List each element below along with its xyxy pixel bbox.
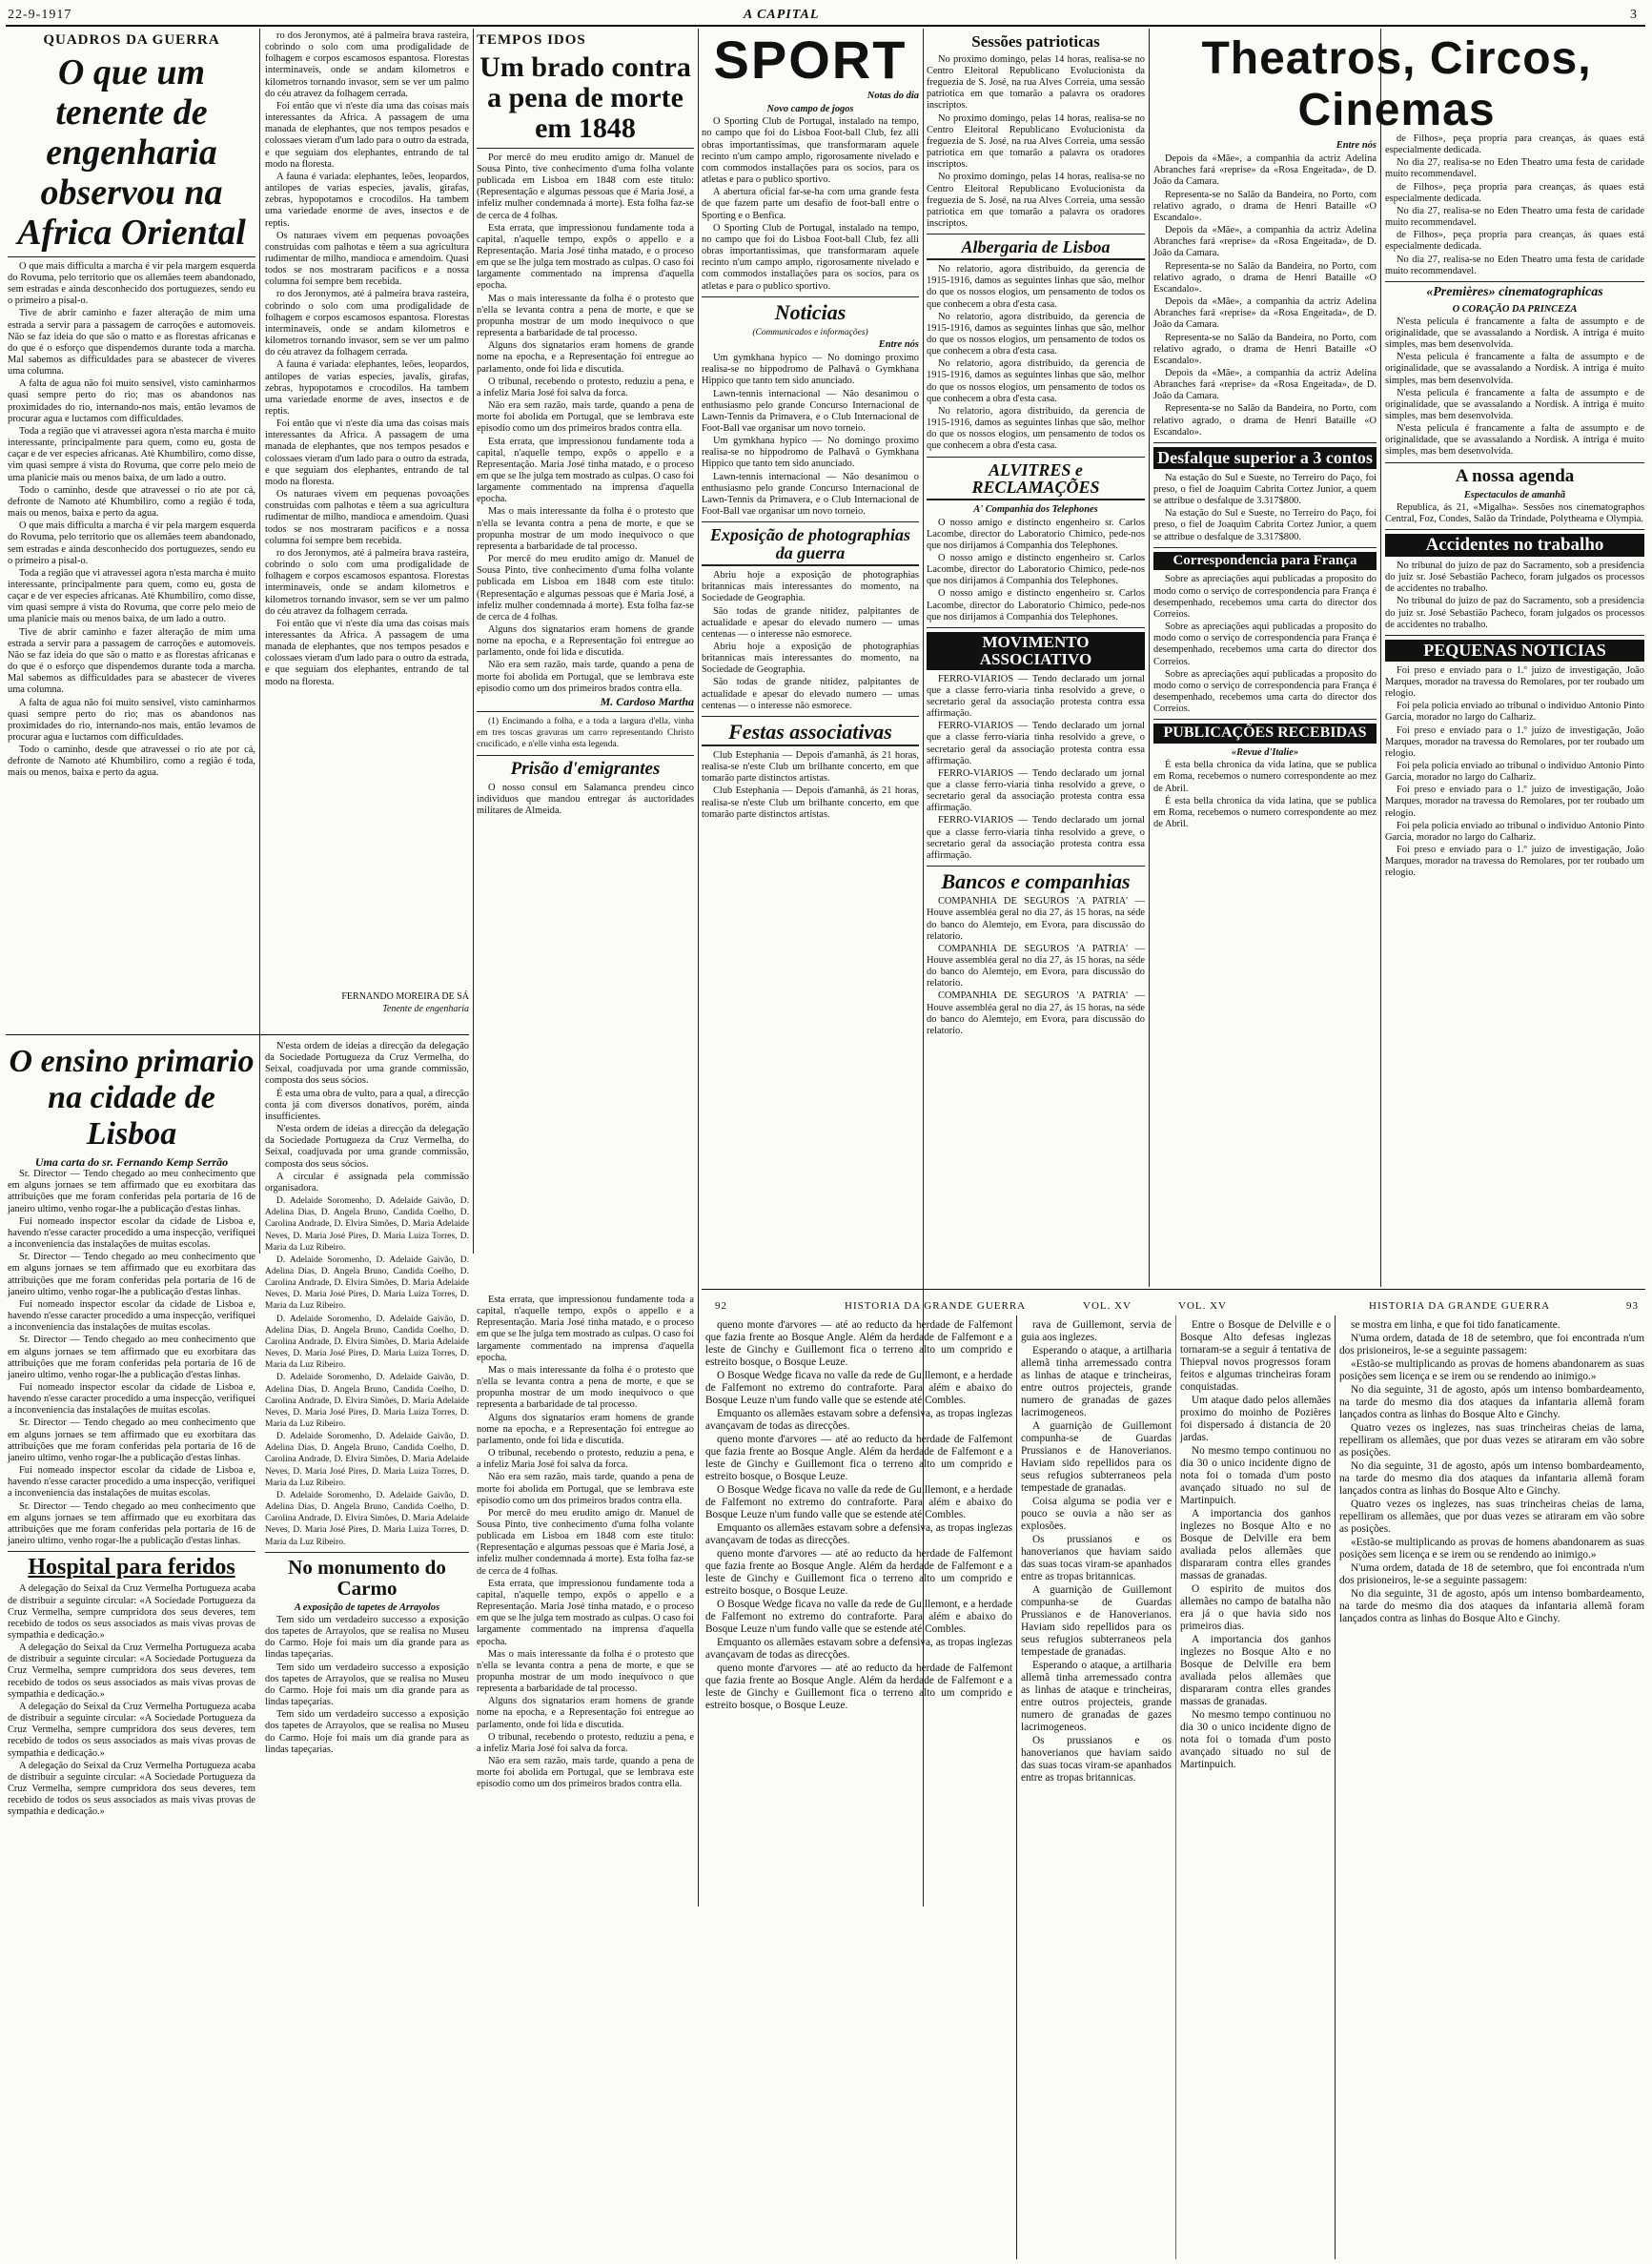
names-list: D. Adelaide Soromenho, D. Adelaide Gaivão, D. Adelina Dias, D. Angela Bruno, Candida Coelho, D. Carolina Andrade, D. Elvira Simões, D. Maria Adelaide Neves, D. Maria José Pires, D. Maria Luiza Torres, D. Maria da Luz Ribeiro.: [265, 1373, 469, 1429]
book-column: [1021, 1319, 1172, 2258]
paragraph: A abertura oficial far-se-ha com uma grande festa de que fazem parte um desafio de foot-ball entre o Sporting e o Benfica.: [702, 187, 919, 221]
paragraph: Foi pela policia enviado ao tribunal o individuo Antonio Pinto Garcia, morador no largo do Calhariz.: [1385, 820, 1644, 843]
column-rule: [1335, 1316, 1336, 2259]
book-column: [705, 1319, 1012, 2258]
book-page-left: 92: [715, 1300, 727, 1312]
paragraph: N'uma ordem, datada de 18 de setembro, que foi encontrada n'um dos prisioneiros, le-se a seguinte passagem:: [1339, 1333, 1644, 1356]
paragraph: Todo o caminho, desde que atravessei o rio ate por cá, defronte de Namoto até Khumbiliro, como a região é toda, mais ou menos, baixa e perto da agua.: [8, 484, 255, 520]
section-right: [1385, 133, 1644, 1287]
paragraph: Depois da «Mãe», a companhia da actriz Adelina Abranches fará «reprise» da «Rosa Engeitada», de D. João da Camara.: [1153, 367, 1377, 402]
paragraph: A delegação do Seixal da Cruz Vermelha Portugueza acaba de distribuir a seguinte circular: «A Sociedade Portugueza da Cruz Vermelha, sempre cumpridora dos seus deveres, tem recebido de todos os seus associados as mais vivas provas de sympathia e dedicação.»: [8, 1701, 255, 1759]
paragraph: queno monte d'arvores — até ao reducto da herdade de Falfemont que fazia frente ao Bosque Angle. Além da herdade de Falfemont e a leste de Ginchy e Guillemont fica o terreno alto um comprido e estreito bosque, o Bosque Leuze.: [705, 1662, 1012, 1711]
paragraph: Foi então que vi n'este dia uma das coisas mais interessantes da Africa. A passagem de uma manada de elephantes, que nos tempos pesados e colossaes vieram d'um lado para o outro da estrada, e que seguiam dos elephantes, entrando de tal modo na floresta.: [265, 618, 469, 687]
paragraph: COMPANHIA DE SEGUROS 'A PATRIA' — Houve assembléa geral no dia 27, ás 15 horas, na séde do banco do Alemtejo, em Evora, para discussão do relatorio.: [927, 896, 1145, 942]
paragraph: N'uma ordem, datada de 18 de setembro, que foi encontrada n'um dos prisioneiros, le-se a seguinte passagem:: [1339, 1562, 1644, 1586]
paragraph: Club Estephania — Depois d'amanhã, ás 21 horas, realisa-se n'este Club um brilhante concerto, em que tomarão parte distinctos artistas.: [702, 785, 919, 820]
section-title: No monumento do Carmo: [288, 1555, 446, 1600]
paragraph: Foi preso e enviado para o 1.º juizo de investigação, João Marques, morador na travessa do Remolares, por ter roubado um relogio.: [1385, 664, 1644, 700]
paragraph: rava de Guillemont, servia de guia aos inglezes.: [1021, 1319, 1172, 1343]
paragraph: O Sporting Club de Portugal, instalado na tempo, no campo que foi do Lisboa Foot-ball Club, fez alli obras importantissimas, que transformaram aquele recinto n'um campo amplo, rigorosamente nivelado e com commodos installações para os socios, para os atletas e para o publico sportivo.: [702, 116, 919, 186]
paragraph: No relatorio, agora distribuido, da gerencia de 1915-1916, damos as seguintes linhas que são, melhor do que os nossos elogios, um pensamento de todos os que conhecem a obra d'esta casa.: [927, 264, 1145, 310]
paragraph: Não era sem razão, mais tarde, quando a pena de morte foi abolida em Portugal, que se lembrava este episodio como um dos primeiros brados contra ella.: [477, 1756, 694, 1790]
divider: [927, 457, 1145, 458]
section-title: ALVITRES e RECLAMAÇÕES: [927, 461, 1145, 501]
paragraph: N'esta ordem de ideias a direcção da delegação da Sociedade Portugueza da Cruz Vermelha, do Seixal, coadjuvada por uma grande commissão, composta dos seus sócios.: [265, 1041, 469, 1087]
paragraph: Foi pela policia enviado ao tribunal o individuo Antonio Pinto Garcia, morador no largo do Calhariz.: [1385, 701, 1644, 724]
paragraph: Sr. Director — Tendo chegado ao meu conhecimento que em alguns jornaes se tem affirmado que eu exorbitara das attribuições que me foram conferidas pela portaria de 16 de janeiro ultimo, venho rogar-lhe a publicação d'estas linhas.: [8, 1418, 255, 1463]
names-list: D. Adelaide Soromenho, D. Adelaide Gaivão, D. Adelina Dias, D. Angela Bruno, Candida Coelho, D. Carolina Andrade, D. Elvira Simões, D. Maria Adelaide Neves, D. Maria José Pires, D. Maria Luiza Torres, D. Maria da Luz Ribeiro.: [265, 1314, 469, 1371]
paragraph: O espirito de muitos dos allemães no campo de batalha não era já o que havia sido nos primeiros dias.: [1180, 1583, 1331, 1632]
paragraph: Esperando o ataque, a artilharia allemã tinha arremessado contra as linhas de ataque e trincheiras, entre outros projecteis, grande numero de granadas de gazes lacrimogeneos.: [1021, 1660, 1172, 1733]
paragraph: O nosso amigo e distincto engenheiro sr. Carlos Lacombe, director do Laboratorio Chimico, pede-nos que nos dirijamos á Companhia dos Telephones.: [927, 588, 1145, 622]
paragraph: É esta uma obra de vulto, para a qual, a direcção conta já com diversos donativos, porém, ainda insufficientes.: [265, 1088, 469, 1122]
subheading: A exposição de tapetes de Arrayolos: [294, 1601, 440, 1613]
section-kicker: Entre nós: [878, 338, 919, 350]
paragraph: Lawn-tennis internacional — Não desanimou o enthusiasmo pelo grande Concurso Internacional de Lawn-Tennis da Primavera, e o Club Internacional de Foot-Ball vae organisar um novo torneio.: [702, 388, 919, 434]
paragraph: No dia 27, realisa-se no Eden Theatro uma festa de caridade muito recommendavel.: [1385, 157, 1644, 180]
paragraph: A delegação do Seixal da Cruz Vermelha Portugueza acaba de distribuir a seguinte circular: «A Sociedade Portugueza da Cruz Vermelha, sempre cumpridora dos seus deveres, tem recebido de todos os seus associados as mais vivas provas de sympathia e dedicação.»: [8, 1583, 255, 1641]
subheading: Novo campo de jogos: [766, 104, 854, 115]
subheading: A' Companhia dos Telephones: [973, 504, 1098, 516]
paragraph: N'esta pelicula é francamente a falta de assumpto e de originalidade, que se avassalando a Nordisk. A intriga é muito simples, mas bem desenvolvida.: [1385, 387, 1644, 421]
paragraph: No proximo domingo, pelas 14 horas, realisa-se no Centro Eleitoral Republicano Evolucionista da freguezia de S. José, na rua Alves Correia, uma sessão patriotica em que tomarão a palavra os oradores inscriptos.: [927, 53, 1145, 112]
subheading: (Communicados e informações): [752, 327, 868, 337]
paragraph: Quatro vezes os inglezes, nas suas trincheiras cheias de lama, repelliram os allemães, que por duas vezes se atiraram em vão sobre as posições.: [1339, 1422, 1644, 1458]
paragraph: Esta errata, que impressionou fundamente toda a capital, n'aquelle tempo, expôs o appello e a Representação. Maria José tinha matado, e o proceso em que se lhe julga tem mostrado as culpas. O caso foi largamente commentado na imprensa d'aquella epocha.: [477, 1578, 694, 1647]
section-title: Albergaria de Lisboa: [927, 238, 1145, 260]
paragraph: queno monte d'arvores — até ao reducto da herdade de Falfemont que fazia frente ao Bosque Angle. Além da herdade de Falfemont e a leste de Ginchy e Guillemont fica o terreno alto um comprido e estreito bosque, o Bosque Leuze.: [705, 1548, 1012, 1597]
divider: [1153, 547, 1377, 548]
paragraph: Tem sido um verdadeiro successo a exposição dos tapetes de Arrayolos, que se realisa no Museu do Carmo. Hoje foi mais um dia grande para as lindas tapeçarias.: [265, 1614, 469, 1661]
divider: [265, 1552, 469, 1553]
article-kicker: TEMPOS IDOS: [477, 32, 586, 48]
paragraph: O Bosque Wedge ficava no valle da rede de Guillemont, e a herdade de Falfemont no extremo do contraforte. Para além e abaixo do Bosque Leuze n'um fundo valle que se estende até Combles.: [705, 1484, 1012, 1520]
paragraph: A delegação do Seixal da Cruz Vermelha Portugueza acaba de distribuir a seguinte circular: «A Sociedade Portugueza da Cruz Vermelha, sempre cumpridora dos seus deveres, tem recebido de todos os seus associados as mais vivas provas de sympathia e dedicação.»: [8, 1642, 255, 1700]
paragraph: É esta bella chronica da vida latina, que se publica em Roma, recebemos o numero correspondente ao mez de Abril.: [1153, 760, 1377, 794]
paragraph: N'esta pelicula é francamente a falta de assumpto e de originalidade, que se avassalando a Nordisk. A intriga é muito simples, mas bem desenvolvida.: [1385, 423, 1644, 458]
paragraph: Mas o mais interessante da folha é o protesto que n'ella se levanta contra a pena de morte, e que se propunha mostrar de um modo inequivoco o que representa a barbaridade de tal processo.: [477, 293, 694, 339]
subheading: O CORAÇÃO DA PRINCEZA: [1452, 303, 1578, 315]
paragraph: de Filhos», peça propria para creanças, ás quaes está especialmente dedicada.: [1385, 181, 1644, 204]
section-title: Hospital para feridos: [28, 1555, 235, 1581]
paragraph: No dia seguinte, 31 de agosto, após um intenso bombardeamento, na tarde do mesmo dia dos ataques da infantaria allemã foram lançados contra as linhas do Bosque Alto e Ginchy.: [1339, 1460, 1644, 1497]
paragraph: FERRO-VIARIOS — Tendo declarado um jornal que a classe ferro-viaria tinha resolvido a greve, o secretario geral da associação protesta contra essa affirmação.: [927, 767, 1145, 814]
article-quadros-da-guerra: [8, 31, 255, 1031]
paragraph: Sr. Director — Tendo chegado ao meu conhecimento que em alguns jornaes se tem affirmado que eu exorbitara das attribuições que me foram conferidas pela portaria de 16 de janeiro ultimo, venho rogar-lhe a publicação d'estas linhas.: [8, 1252, 255, 1297]
paragraph: O que mais difficulta a marcha é vir pela margem esquerda do Rovuma, pelo territorio que os allemães teem abandonado, sem estradas e ainda desconhecido dos portuguezes, sendo eu o primeiro a pisal-o.: [8, 260, 255, 307]
divider: [1385, 281, 1644, 282]
paragraph: Sobre as apreciações aqui publicadas a proposito do modo como o serviço de correspondencia para França é desempenhado, recebemos uma carta do director dos Correios.: [1153, 622, 1377, 667]
divider: [8, 1551, 255, 1552]
paragraph: Sobre as apreciações aqui publicadas a proposito do modo como o serviço de correspondencia para França é desempenhado, recebemos uma carta do director dos Correios.: [1153, 668, 1377, 715]
divider: [702, 296, 919, 297]
paragraph: Não era sem razão, mais tarde, quando a pena de morte foi abolida em Portugal, que se lembrava este episodio como um dos primeiros brados contra ella.: [477, 400, 694, 435]
section-title: SPORT: [713, 30, 908, 90]
paragraph: Mas o mais interessante da folha é o protesto que n'ella se levanta contra a pena de morte, e que se propunha mostrar de um modo inequivoco o que representa a barbaridade de tal processo.: [477, 1648, 694, 1695]
column-rule: [473, 29, 474, 1254]
section-rule: [702, 1289, 1645, 1290]
paragraph: A fauna é variada: elephantes, leões, leopardos, antilopes de varias especies, javalis, girafas, zebras, hypopotamos e crocodilos. Ha tambem uma variedade enorme de aves, insectos e de reptis.: [265, 359, 469, 417]
section-title: MOVIMENTO ASSOCIATIVO: [927, 632, 1145, 670]
paragraph: Esperando o ataque, a artilharia allemã tinha arremessado contra as linhas de ataque e trincheiras, entre outros projecteis, grande numero de granadas de gazes lacrimogeneos.: [1021, 1345, 1172, 1418]
divider: [477, 148, 694, 149]
paragraph: Os naturaes vivem em pequenas povoações construidas com palhotas e têem a sua agricultura rudimentar de milho, mandioca e amendoim. Quasi todos se nos mostraram pacificos e a nossa columna foi sempre bem recebida.: [265, 489, 469, 546]
paragraph: N'esta pelicula é francamente a falta de assumpto e de originalidade, que se avassalando a Nordisk. A intriga é muito simples, mas bem desenvolvida.: [1385, 316, 1644, 351]
divider: [477, 711, 694, 712]
signature: FERNANDO MOREIRA DE SÁ: [341, 991, 469, 1002]
footnote: (1) Encimando a folha, e a toda a largura d'ella, vinha em tres toscas gravuras um carro representando Christo crucificado, e n'elle vinha esta legenda.: [477, 717, 694, 750]
paragraph: Entre o Bosque de Delville e o Bosque Alto defesas inglezas tornaram-se a seguir á tentativa de Thiepval novos progressos foram feitos e algumas trincheiras foram conquistadas.: [1180, 1319, 1331, 1393]
paragraph: Na estação do Sul e Sueste, no Terreiro do Paço, foi preso, o fiel de Joaquim Cabrita Cortez Junior, a quem se attribue o desfalque de 3.317$800.: [1153, 508, 1377, 542]
column-rule: [1016, 1316, 1017, 2259]
section-title: A nossa agenda: [1455, 465, 1575, 486]
paragraph: O Bosque Wedge ficava no valle da rede de Guillemont, e a herdade de Falfemont no extremo do contraforte. Para além e abaixo do Bosque Leuze n'um fundo valle que se estende até Combles.: [705, 1599, 1012, 1635]
column-rule: [698, 29, 699, 1907]
names-list: D. Adelaide Soromenho, D. Adelaide Gaivão, D. Adelina Dias, D. Angela Bruno, Candida Coelho, D. Carolina Andrade, D. Elvira Simões, D. Maria Adelaide Neves, D. Maria José Pires, D. Maria Luiza Torres, D. Maria da Luz Ribeiro.: [265, 1432, 469, 1488]
section-title: Festas associativas: [702, 721, 919, 746]
paragraph: Por mercê do meu erudito amigo dr. Manuel de Sousa Pinto, tive conhecimento d'uma folha volante publicada em Lisboa em 1848 com este titulo: (Representação e algumas pessoas que é Maria José, a infeliz mulher condemnada á morte). Esta folha faz-se de cerca de 4 folhas.: [477, 152, 694, 221]
paragraph: Club Estephania — Depois d'amanhã, ás 21 horas, realisa-se n'este Club um brilhante concerto, em que tomarão parte distinctos artistas.: [702, 750, 919, 785]
paragraph: No proximo domingo, pelas 14 horas, realisa-se no Centro Eleitoral Republicano Evolucionista da freguezia de S. José, na rua Alves Correia, uma sessão patriotica em que tomarão a palavra os oradores inscriptos.: [927, 112, 1145, 171]
paragraph: FERRO-VIARIOS — Tendo declarado um jornal que a classe ferro-viaria tinha resolvido a greve, o secretario geral da associação protesta contra essa affirmação.: [927, 721, 1145, 766]
paragraph: Toda a região que vi atravessei agora n'esta marcha é muito interessante, principalmente para quem, como eu, gosta de caçar e de ver especies africanas. Atè Khumbiliro, como disse, vim quasi sempre á vista do Rovuma, que corre pelo meio de uma planicie mais ou menos baixa, de um lado a outro.: [8, 425, 255, 483]
paragraph: No relatorio, agora distribuido, da gerencia de 1915-1916, damos as seguintes linhas que são, melhor do que os nossos elogios, um pensamento de todos os que conhecem a obra d'esta casa.: [927, 405, 1145, 452]
section-title: Theatros, Circos, Cinemas: [1201, 33, 1592, 135]
paragraph: Toda a região que vi atravessei agora n'esta marcha é muito interessante, principalmente para quem, como eu, gosta de caçar e de ver especies africanas. Atè Khumbiliro, como disse, vim quasi sempre á vista do Rovuma, que corre pelo meio de uma planicie mais ou menos baixa, de um lado a outro.: [8, 567, 255, 625]
paragraph: No mesmo tempo continuou no dia 30 o unico incidente digno de nota foi o tomada d'um posto avançado situado no sul de Martinpuich.: [1180, 1445, 1331, 1506]
paragraph: O tribunal, recebendo o protesto, reduziu a pena, e a infeliz Maria José foi salva da forca.: [477, 1731, 694, 1754]
article-title: O ensino primario na cidade de Lisboa: [9, 1044, 255, 1152]
paragraph: No mesmo tempo continuou no dia 30 o unico incidente digno de nota foi o tomada d'um posto avançado situado no sul de Martinpuich.: [1180, 1709, 1331, 1770]
paragraph: A fauna é variada: elephantes, leões, leopardos, antilopes de varias especies, javalis, girafas, zebras, hypopotamos e crocodilos. Ha tambem uma variedade enorme de aves, insectos e de reptis.: [265, 171, 469, 229]
paragraph: FERRO-VIARIOS — Tendo declarado um jornal que a classe ferro-viaria tinha resolvido a greve, o secretario geral da associação protesta contra essa affirmação.: [927, 673, 1145, 720]
header-masthead: A CAPITAL: [744, 8, 820, 22]
divider: [1153, 442, 1377, 443]
book-running-title-left: HISTORIA DA GRANDE GUERRA: [845, 1300, 1027, 1312]
paragraph: Representa-se no Salão da Bandeira, no Porto, com relativo agrado, o drama de Henri Bataille «O Escandalo».: [1153, 189, 1377, 223]
paragraph: N'esta pelicula é francamente a falta de assumpto e de originalidade, que se avassalando a Nordisk. A intriga é muito simples, mas bem desenvolvida.: [1385, 352, 1644, 386]
header-date: 22-9-1917: [8, 8, 72, 22]
paragraph: O nosso consul em Salamanca prendeu cinco individuos que mandou entregar ás auctoridades militares de Almeida.: [477, 782, 694, 816]
paragraph: No proximo domingo, pelas 14 horas, realisa-se no Centro Eleitoral Republicano Evolucionista da freguezia de S. José, na rua Alves Correia, uma sessão patriotica em que tomarão a palavra os oradores inscriptos.: [927, 172, 1145, 230]
paragraph: O que mais difficulta a marcha é vir pela margem esquerda do Rovuma, pelo territorio que os allemães teem abandonado, sem estradas e ainda desconhecido dos portuguezes, sendo eu o primeiro a pisal-o.: [8, 520, 255, 566]
book-running-header: [702, 1298, 1645, 1319]
section-title: Desfalque superior a 3 contos: [1153, 447, 1377, 469]
paragraph: Por mercê do meu erudito amigo dr. Manuel de Sousa Pinto, tive conhecimento d'uma folha volante publicada em Lisboa em 1848 com este titulo: (Representação e algumas pessoas que é Maria José, a infeliz mulher condemnada á morte). Esta folha faz-se de cerca de 4 folhas.: [477, 554, 694, 622]
paragraph: Depois da «Mãe», a companhia da actriz Adelina Abranches fará «reprise» da «Rosa Engeitada», de D. João da Camara.: [1153, 296, 1377, 331]
paragraph: de Filhos», peça propria para creanças, ás quaes está especialmente dedicada.: [1385, 133, 1644, 156]
paragraph: Alguns dos signatarios eram homens de grande nome na epocha, e a Representação foi entregue ao parlamento, onde foi lida e discutida.: [477, 1696, 694, 1730]
section-news: [927, 31, 1145, 1289]
paragraph: Representa-se no Salão da Bandeira, no Porto, com relativo agrado, o drama de Henri Bataille «O Escandalo».: [1153, 332, 1377, 366]
section-title: Sessões patrioticas: [971, 32, 1100, 51]
paragraph: São todas de grande nitidez, palpitantes de actualidade e apesar do elevado numero — umas centenas — o interesse não esmorece.: [702, 605, 919, 640]
column-rule: [1149, 29, 1150, 1287]
divider: [927, 234, 1145, 235]
paragraph: Mas o mais interessante da folha é o protesto que n'ella se levanta contra a pena de morte, e que se propunha mostrar de um modo inequivoco o que representa a barbaridade de tal processo.: [477, 1364, 694, 1411]
divider: [927, 866, 1145, 867]
header-rule: [6, 25, 1645, 27]
divider: [1385, 462, 1644, 463]
paragraph: Os prussianos e os hanoverianos que haviam saido das suas tocas viram-se apanhados entre as tropas britannicas.: [1021, 1534, 1172, 1582]
paragraph: Abriu hoje a exposição de photographias britannicas mais interessantes do momento, na Sociedade de Geographia.: [702, 570, 919, 604]
paragraph: Tive de abrir caminho e fazer alteração de mim uma estrada a servir para a passagem de carroções e automoveis. Não se faz ideia do que são o matto e as florestas africanas e do que é o esforço que dispendemos durante toda a marcha. Mal sabemos as difficuldades para se abastecer de viveres uma columna.: [8, 626, 255, 696]
article-lower-middle: [477, 1295, 694, 2253]
paragraph: A circular é assignada pela commissão organisadora.: [265, 1171, 469, 1193]
paragraph: Foi preso e enviado para o 1.º juizo de investigação, João Marques, morador na travessa do Remolares, por ter roubado um relogio.: [1385, 785, 1644, 819]
paragraph: N'esta ordem de ideias a direcção da delegação da Sociedade Portugueza da Cruz Vermelha, do Seixal, coadjuvada por uma grande commissão, composta dos seus sócios.: [265, 1124, 469, 1170]
section-title: Exposição de photographias da guerra: [702, 526, 919, 566]
paragraph: O nosso amigo e distincto engenheiro sr. Carlos Lacombe, director do Laboratorio Chimico, pede-nos que nos dirijamos á Companhia dos Telephones.: [927, 517, 1145, 551]
paragraph: No relatorio, agora distribuido, da gerencia de 1915-1916, damos as seguintes linhas que são, melhor do que os nossos elogios, um pensamento de todos os que conhecem a obra d'esta casa.: [927, 358, 1145, 404]
paragraph: Foi preso e enviado para o 1.º juizo de investigação, João Marques, morador na travessa do Remolares, por ter roubado um relogio.: [1385, 845, 1644, 879]
paragraph: Fui nomeado inspector escolar da cidade de Lisboa e, havendo n'esse caracter procedido a uma inspecção, verifiquei a inconveniencia das instalações de muitas escolas.: [8, 1381, 255, 1417]
paragraph: queno monte d'arvores — até ao reducto da herdade de Falfemont que fazia frente ao Bosque Angle. Além da herdade de Falfemont e a leste de Ginchy e Guillemont fica o terreno alto um comprido e estreito bosque, o Bosque Leuze.: [705, 1434, 1012, 1482]
article-ensino-continuation: [265, 1041, 469, 2252]
paragraph: O tribunal, recebendo o protesto, reduziu a pena, e a infeliz Maria José foi salva da forca.: [477, 1448, 694, 1471]
section-rule: [6, 1034, 469, 1035]
paragraph: «Estão-se multiplicando as provas de homens abandonarem as suas posições sem licença e se irem ou se rendendo ao inimigo.»: [1339, 1537, 1644, 1560]
paragraph: Todo o caminho, desde que atravessei o rio ate por cá, defronte de Namoto até Khumbiliro, como a região é toda, mais ou menos, baixa e perto da agua.: [8, 744, 255, 779]
paragraph: Alguns dos signatarios eram homens de grande nome na epocha, e a Representação foi entregue ao parlamento, onde foi lida e discutida.: [477, 624, 694, 659]
book-volume-left: VOL. XV: [1083, 1300, 1132, 1312]
paragraph: No tribunal do juizo de paz do Sacramento, sob a presidencia do juiz sr. José Sebastião Pacheco, foram julgados os processos de accidentes no trabalho.: [1385, 596, 1644, 630]
paragraph: São todas de grande nitidez, palpitantes de actualidade e apesar do elevado numero — umas centenas — o interesse não esmorece.: [702, 677, 919, 711]
paragraph: ro dos Jeronymos, até á palmeira brava rasteira, cobrindo o solo com uma prodigalidade de folhagem e corpos escamosos espantosa. Florestas interminaveis, onde se andam kilometros e kilometros tornando invasor, sem se ver um palmo do céu atravez da folhagem cerrada.: [265, 547, 469, 617]
paragraph: Por mercê do meu erudito amigo dr. Manuel de Sousa Pinto, tive conhecimento d'uma folha volante publicada em Lisboa em 1848 com este titulo: (Representação e algumas pessoas que é Maria José, a infeliz mulher condemnada á morte). Esta folha faz-se de cerca de 4 folhas.: [477, 1507, 694, 1577]
header-page-number: 3: [1630, 8, 1638, 22]
paragraph: se mostra em linha, e que foi tido fanaticamente.: [1351, 1319, 1560, 1331]
book-column: [1180, 1319, 1331, 2258]
section-title: Correspondencia para França: [1153, 552, 1377, 571]
paragraph: A importancia dos ganhos inglezes no Bosque Alto e no Bosque de Delville era bem avaliada pelos allemães que dispararam contra elles grandes massas de granadas.: [1180, 1508, 1331, 1581]
paragraph: Depois da «Mãe», a companhia da actriz Adelina Abranches fará «reprise» da «Rosa Engeitada», de D. João da Camara.: [1153, 153, 1377, 188]
book-page-right: 93: [1626, 1300, 1639, 1312]
paragraph: COMPANHIA DE SEGUROS 'A PATRIA' — Houve assembléa geral no dia 27, ás 15 horas, na séde do banco do Alemtejo, em Evora, para discussão do relatorio.: [927, 943, 1145, 989]
paragraph: Não era sem razão, mais tarde, quando a pena de morte foi abolida em Portugal, que se lembrava este episodio como um dos primeiros brados contra ella.: [477, 1472, 694, 1506]
divider: [702, 521, 919, 522]
column-rule: [259, 29, 260, 1254]
paragraph: No dia 27, realisa-se no Eden Theatro uma festa de caridade muito recommendavel.: [1385, 205, 1644, 229]
paragraph: Na estação do Sul e Sueste, no Terreiro do Paço, foi preso, o fiel de Joaquim Cabrita Cortez Junior, a quem se attribue o desfalque de 3.317$800.: [1153, 472, 1377, 507]
paragraph: Sr. Director — Tendo chegado ao meu conhecimento que em alguns jornaes se tem affirmado que eu exorbitara das attribuições que me foram conferidas pela portaria de 16 de janeiro ultimo, venho rogar-lhe a publicação d'estas linhas.: [8, 1169, 255, 1214]
paragraph: Não era sem razão, mais tarde, quando a pena de morte foi abolida em Portugal, que se lembrava este episodio como um dos primeiros brados contra ella.: [477, 660, 694, 694]
names-list: D. Adelaide Soromenho, D. Adelaide Gaivão, D. Adelina Dias, D. Angela Bruno, Candida Coelho, D. Carolina Andrade, D. Elvira Simões, D. Maria Adelaide Neves, D. Maria José Pires, D. Maria Luiza Torres, D. Maria da Luz Ribeiro.: [265, 1196, 469, 1253]
paragraph: ro dos Jeronymos, até á palmeira brava rasteira, cobrindo o solo com uma prodigalidade de folhagem e corpos escamosos espantosa. Florestas interminaveis, onde se andam kilometros e kilometros tornando invasor, sem se ver um palmo do céu atravez da folhagem cerrada.: [265, 31, 469, 99]
signature-role: Tenente de engenharia: [382, 1004, 469, 1015]
book-volume-right: VOL. XV: [1178, 1300, 1227, 1312]
paragraph: «Estão-se multiplicando as provas de homens abandonarem as suas posições sem licença e se irem ou se rendendo ao inimigo.»: [1339, 1358, 1644, 1382]
names-list: D. Adelaide Soromenho, D. Adelaide Gaivão, D. Adelina Dias, D. Angela Bruno, Candida Coelho, D. Carolina Andrade, D. Elvira Simões, D. Maria Adelaide Neves, D. Maria José Pires, D. Maria Luiza Torres, D. Maria da Luz Ribeiro.: [265, 1254, 469, 1312]
paragraph: Emquanto os allemães estavam sobre a defensiva, as tropas inglezas avançavam de todas as direcções.: [705, 1637, 1012, 1661]
section-title: PUBLICAÇÕES RECEBIDAS: [1153, 724, 1377, 744]
paragraph: Foi então que vi n'este dia uma das coisas mais interessantes da Africa. A passagem de uma manada de elephantes, que nos tempos pesados e colossaes vieram d'um lado para o outro da estrada, e que seguiam dos elephantes, entrando de tal modo na floresta.: [265, 100, 469, 170]
paragraph: FERRO-VIARIOS — Tendo declarado um jornal que a classe ferro-viaria tinha resolvido a greve, o secretario geral da associação protesta contra essa affirmação.: [927, 815, 1145, 861]
paragraph: Depois da «Mãe», a companhia da actriz Adelina Abranches fará «reprise» da «Rosa Engeitada», de D. João da Camara.: [1153, 225, 1377, 259]
section-title: Accidentes no trabalho: [1385, 534, 1644, 557]
article-ensino-primario: [8, 1041, 255, 2252]
article-title: Um brado contra a pena de morte em 1848: [479, 51, 691, 144]
paragraph: COMPANHIA DE SEGUROS 'A PATRIA' — Houve assembléa geral no dia 27, ás 15 horas, na séde do banco do Alemtejo, em Evora, para discussão do relatorio.: [927, 990, 1145, 1036]
subheading: Uma carta do sr. Fernando Kemp Serrão: [34, 1155, 229, 1169]
section-title: Noticias: [774, 299, 846, 324]
page-header: [0, 6, 1652, 27]
paragraph: Coisa alguma se podia ver e pouco se ouvia a não ser as explosões.: [1021, 1496, 1172, 1532]
section-kicker: Entre nós: [1336, 140, 1377, 151]
paragraph: No dia seguinte, 31 de agosto, após um intenso bombardeamento, na tarde do mesmo dia dos ataques da infantaria allemã foram lançados contra as linhas do Bosque Alto e Ginchy.: [1339, 1588, 1644, 1624]
paragraph: A falta de agua não foi muito sensivel, visto caminharmos quasi sempre perto do rio; mas os abandonos nas proximidades do rio, internando-nos mais, então levamos de procurar agua e luctamos com difficuldades.: [8, 697, 255, 743]
paragraph: Tem sido um verdadeiro successo a exposição dos tapetes de Arrayolos, que se realisa no Museu do Carmo. Hoje foi mais um dia grande para as lindas tapeçarias.: [265, 1662, 469, 1708]
paragraph: A delegação do Seixal da Cruz Vermelha Portugueza acaba de distribuir a seguinte circular: «A Sociedade Portugueza da Cruz Vermelha, sempre cumpridora dos seus deveres, tem recebido de todos os seus associados as mais vivas provas de sympathia e dedicação.»: [8, 1760, 255, 1818]
paragraph: de Filhos», peça propria para creanças, ás quaes está especialmente dedicada.: [1385, 230, 1644, 253]
gutter-rule: [1175, 1316, 1176, 2259]
divider: [1385, 529, 1644, 530]
paragraph: A guarnição de Guillemont compunha-se de Guardas Prussianos e de Hanoverianos. Haviam sido repellidos para os seus refugios subterraneos pela tempestade de granadas.: [1021, 1584, 1172, 1658]
paragraph: O Bosque Wedge ficava no valle da rede de Guillemont, e a herdade de Falfemont no extremo do contraforte. Para além e abaixo do Bosque Leuze n'um fundo valle que se estende até Combles.: [705, 1370, 1012, 1406]
paragraph: Sr. Director — Tendo chegado ao meu conhecimento que em alguns jornaes se tem affirmado que eu exorbitara das attribuições que me foram conferidas pela portaria de 16 de janeiro ultimo, venho rogar-lhe a publicação d'estas linhas.: [8, 1500, 255, 1546]
section-sport: [702, 31, 919, 1289]
paragraph: O tribunal, recebendo o protesto, reduziu a pena, e a infeliz Maria José foi salva da forca.: [477, 376, 694, 398]
paragraph: Os prussianos e os hanoverianos que haviam saido das suas tocas viram-se apanhados entre as tropas britannicas.: [1021, 1735, 1172, 1784]
subheading: Espectaculos de amanhã: [1463, 489, 1566, 500]
divider: [1153, 719, 1377, 720]
paragraph: No relatorio, agora distribuido, da gerencia de 1915-1916, damos as seguintes linhas que são, melhor do que os nossos elogios, um pensamento de todos os que conhecem a obra d'esta casa.: [927, 311, 1145, 357]
paragraph: Um gymkhana hypico — No domingo proximo realisa-se no hippodromo de Palhavã o Gymkhana Hippico que tanto tem sido anunciado.: [702, 436, 919, 470]
paragraph: Alguns dos signatarios eram homens de grande nome na epocha, e a Representação foi entregue ao parlamento, onde foi lida e discutida.: [477, 340, 694, 375]
paragraph: Mas o mais interessante da folha é o protesto que n'ella se levanta contra a pena de morte, e que se propunha mostrar de um modo inequivoco o que representa a barbaridade de tal processo.: [477, 506, 694, 552]
paragraph: Tem sido um verdadeiro successo a exposição dos tapetes de Arrayolos, que se realisa no Museu do Carmo. Hoje foi mais um dia grande para as lindas tapeçarias.: [265, 1709, 469, 1755]
paragraph: No tribunal do juizo de paz do Sacramento, sob a presidencia do juiz sr. José Sebastião Pacheco, foram julgados os processos de accidentes no trabalho.: [1385, 560, 1644, 595]
paragraph: Um gymkhana hypico — No domingo proximo realisa-se no hippodromo de Palhavã o Gymkhana Hippico que tanto tem sido anunciado.: [702, 353, 919, 387]
article-kicker: QUADROS DA GUERRA: [43, 32, 220, 48]
paragraph: Foi então que vi n'este dia uma das coisas mais interessantes da Africa. A passagem de uma manada de elephantes, que nos tempos pesados e colossaes vieram d'um lado para o outro da estrada, e que seguiam dos elephantes, entrando de tal modo na floresta.: [265, 418, 469, 487]
paragraph: Fui nomeado inspector escolar da cidade de Lisboa e, havendo n'esse caracter procedido a uma inspecção, verifiquei a inconveniencia das instalações de muitas escolas.: [8, 1298, 255, 1334]
paragraph: Foi pela policia enviado ao tribunal o individuo Antonio Pinto Garcia, morador no largo do Calhariz.: [1385, 761, 1644, 784]
section-title: Prisão d'emigrantes: [510, 758, 661, 779]
divider: [8, 256, 255, 257]
paragraph: Um ataque dado pelos allemães proximo do moinho de Pozières foi dispersado á distancia de 20 jardas.: [1180, 1395, 1331, 1443]
paragraph: No dia seguinte, 31 de agosto, após um intenso bombardeamento, na tarde do mesmo dia dos ataques da infantaria allemã foram lançados contra as linhas do Bosque Alto e Ginchy.: [1339, 1384, 1644, 1420]
section-kicker: Notas do dia: [867, 91, 919, 101]
divider: [477, 755, 694, 756]
divider: [927, 627, 1145, 628]
paragraph: A falta de agua não foi muito sensivel, visto caminharmos quasi sempre perto do rio; mas os abandonos nas proximidades do rio, internando-nos mais, então levamos de procurar agua e luctamos com difficuldades.: [8, 378, 255, 424]
paragraph: O Sporting Club de Portugal, instalado na tempo, no campo que foi do Lisboa Foot-ball Club, fez alli obras importantissimas, que transformaram aquele recinto n'um campo amplo, rigorosamente nivelado e com commodos installações para os socios, para os atletas e para o publico sportivo.: [702, 222, 919, 292]
paragraph: É esta bella chronica da vida latina, que se publica em Roma, recebemos o numero correspondente ao mez de Abril.: [1153, 795, 1377, 830]
article-title: O que um tenente de engenharia observou na Africa Oriental: [17, 51, 246, 253]
column-rule: [1380, 29, 1381, 1287]
paragraph: Esta errata, que impressionou fundamente toda a capital, n'aquelle tempo, expôs o appello e a Representação. Maria José tinha matado, e o proceso em que se lhe julga tem mostrado as culpas. O caso foi largamente commentado na imprensa d'aquella epocha.: [477, 1295, 694, 1363]
names-list: D. Adelaide Soromenho, D. Adelaide Gaivão, D. Adelina Dias, D. Angela Bruno, Candida Coelho, D. Carolina Andrade, D. Elvira Simões, D. Maria Adelaide Neves, D. Maria José Pires, D. Maria Luiza Torres, D. Maria da Luz Ribeiro.: [265, 1490, 469, 1547]
paragraph: Representa-se no Salão da Bandeira, no Porto, com relativo agrado, o drama de Henri Bataille «O Escandalo».: [1153, 260, 1377, 295]
paragraph: Tive de abrir caminho e fazer alteração de mim uma estrada a servir para a passagem de carroções e automoveis. Não se faz ideia do que são o matto e as florestas africanas e do que é o esforço que dispendemos durante toda a marcha. Mal sabemos as difficuldades para se abastecer de viveres uma columna.: [8, 308, 255, 377]
book-column: [1339, 1319, 1644, 2258]
paragraph: queno monte d'arvores — até ao reducto da herdade de Falfemont que fazia frente ao Bosque Angle. Além da herdade de Falfemont e a leste de Ginchy e Guillemont fica o terreno alto um comprido e estreito bosque, o Bosque Leuze.: [705, 1319, 1012, 1368]
paragraph: Emquanto os allemães estavam sobre a defensiva, as tropas inglezas avançavam de todas as direcções.: [705, 1408, 1012, 1432]
paragraph: No dia 27, realisa-se no Eden Theatro uma festa de caridade muito recommendavel.: [1385, 254, 1644, 276]
paragraph: Republica, ás 21, «Migalha». Sessões nos cinematographos Central, Foz, Condes, Salão da Trindade, Polytheama e Olympia.: [1385, 501, 1644, 524]
paragraph: Quatro vezes os inglezes, nas suas trincheiras cheias de lama, repelliram os allemães, que por duas vezes se atiraram em vão sobre as posições.: [1339, 1499, 1644, 1535]
paragraph: Esta errata, que impressionou fundamente toda a capital, n'aquelle tempo, expôs o appello e a Representação. Maria José tinha matado, e o proceso em que se lhe julga tem mostrado as culpas. O caso foi largamente commentado na imprensa d'aquella epocha.: [477, 222, 694, 292]
paragraph: Foi preso e enviado para o 1.º juizo de investigação, João Marques, morador na travessa do Remolares, por ter roubado um relogio.: [1385, 724, 1644, 759]
paragraph: Sobre as apreciações aqui publicadas a proposito do modo como o serviço de correspondencia para França é desempenhado, recebemos uma carta do director dos Correios.: [1153, 574, 1377, 620]
paragraph: ro dos Jeronymos, até á palmeira brava rasteira, cobrindo o solo com uma prodigalidade de folhagem e corpos escamosos espantosa. Florestas interminaveis, onde se andam kilometros e kilometros tornando invasor, sem se ver um palmo do céu atravez da folhagem cerrada.: [265, 289, 469, 358]
article-continuation: [265, 31, 469, 993]
paragraph: A importancia dos ganhos inglezes no Bosque Alto e no Bosque de Delville era bem avaliada pelos allemães que dispararam contra elles grandes massas de granadas.: [1180, 1634, 1331, 1707]
divider: [1385, 635, 1644, 636]
article-tempos-idos: [477, 31, 694, 1289]
paragraph: Emquanto os allemães estavam sobre a defensiva, as tropas inglezas avançavam de todas as direcções.: [705, 1522, 1012, 1546]
paragraph: Representa-se no Salão da Bandeira, no Porto, com relativo agrado, o drama de Henri Bataille «O Escandalo».: [1153, 403, 1377, 438]
section-title: «Premières» cinematographicas: [1426, 284, 1603, 299]
paragraph: Fui nomeado inspector escolar da cidade de Lisboa e, havendo n'esse caracter procedido a uma inspecção, verifiquei a inconveniencia das instalações de muitas escolas.: [8, 1465, 255, 1499]
paragraph: Sr. Director — Tendo chegado ao meu conhecimento que em alguns jornaes se tem affirmado que eu exorbitara das attribuições que me foram conferidas pela portaria de 16 de janeiro ultimo, venho rogar-lhe a publicação d'estas linhas.: [8, 1335, 255, 1380]
paragraph: Os naturaes vivem em pequenas povoações construidas com palhotas e têem a sua agricultura rudimentar de milho, mandioca e amendoim. Quasi todos se nos mostraram pacificos e a nossa columna foi sempre bem recebida.: [265, 230, 469, 288]
paragraph: A guarnição de Guillemont compunha-se de Guardas Prussianos e de Hanoverianos. Haviam sido repellidos para os seus refugios subterraneos pela tempestade de granadas.: [1021, 1420, 1172, 1494]
paragraph: Alguns dos signatarios eram homens de grande nome na epocha, e a Representação foi entregue ao parlamento, onde foi lida e discutida.: [477, 1412, 694, 1446]
paragraph: Lawn-tennis internacional — Não desanimou o enthusiasmo pelo grande Concurso Internacional de Lawn-Tennis da Primavera, e o Club Internacional de Foot-Ball vae organisar um novo torneio.: [702, 471, 919, 518]
paragraph: Esta errata, que impressionou fundamente toda a capital, n'aquelle tempo, expôs o appello e a Representação. Maria José tinha matado, e o proceso em que se lhe julga tem mostrado as culpas. O caso foi largamente commentado na imprensa d'aquella epocha.: [477, 436, 694, 505]
section-title: PEQUENAS NOTICIAS: [1385, 640, 1644, 662]
paragraph: Fui nomeado inspector escolar da cidade de Lisboa e, havendo n'esse caracter procedido a uma inspecção, verifiquei a inconveniencia das instalações de muitas escolas.: [8, 1215, 255, 1251]
signature: M. Cardoso Martha: [600, 694, 694, 708]
signature-block: [265, 991, 469, 1030]
paragraph: O nosso amigo e distincto engenheiro sr. Carlos Lacombe, director do Laboratorio Chimico, pede-nos que nos dirijamos á Companhia dos Telephones.: [927, 552, 1145, 587]
divider: [702, 716, 919, 717]
subheading: «Revue d'Italie»: [1231, 747, 1299, 759]
paragraph: Abriu hoje a exposição de photographias britannicas mais interessantes do momento, na Sociedade de Geographia.: [702, 641, 919, 676]
section-title: Bancos e companhias: [941, 869, 1131, 894]
book-running-title-right: HISTORIA DA GRANDE GUERRA: [1369, 1300, 1551, 1312]
